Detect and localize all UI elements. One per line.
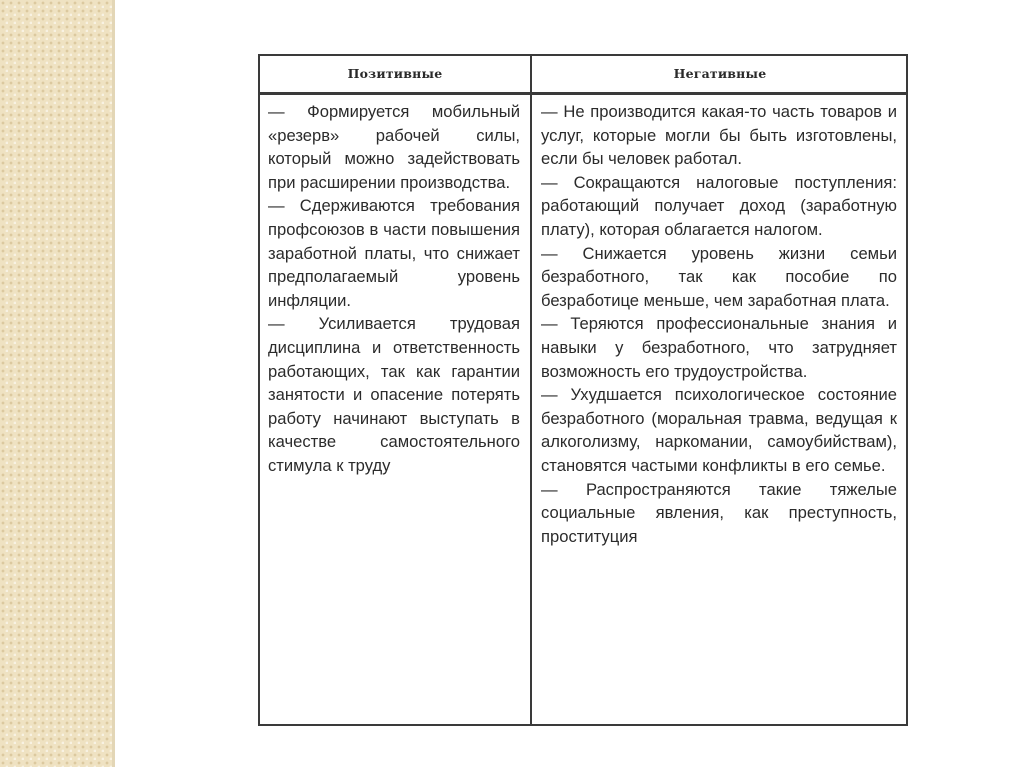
column-divider	[530, 56, 532, 724]
positive-item: — Сдерживаются требования профсоюзов в части повышения заработной платы, что снижает предполагаемый уровень инфляции.	[268, 196, 520, 310]
header-double-rule	[260, 94, 906, 95]
header-positive: Позитивные	[347, 66, 443, 81]
decorative-side-strip	[0, 0, 112, 767]
positive-item: — Формируется мобильный «резерв» рабочей силы, который можно задействовать при расширении производства.	[268, 102, 520, 192]
positive-item: — Усиливается трудовая дисциплина и ответственность работающих, так как гарантии занятости и опасение потерять работу начинают выступать в качестве самостоятельного стимула к труду	[268, 314, 520, 475]
negative-item: — Распространяются такие тяжелые социальные явления, как преступность, проституция	[541, 479, 897, 546]
negative-item: — Сокращаются налоговые поступления: работающий получает доход (заработную плату), которая облагается налогом.	[541, 172, 897, 239]
negative-item: — Теряются профессиональные знания и навыки у безработного, что затрудняет возможность его трудоустройства.	[541, 314, 897, 381]
negative-item: — Не производится какая-то часть товаров и услуг, которые могли бы быть изготовлены, если бы человек работал.	[541, 102, 897, 169]
negative-item: — Снижается уровень жизни семьи безработного, так как пособие по безработице меньше, чем заработная плата.	[541, 243, 897, 310]
table-header-row	[260, 56, 906, 94]
header-negative: Негативные	[673, 66, 767, 81]
positive-column	[268, 100, 520, 478]
side-strip-edge	[112, 0, 115, 767]
unemployment-effects-table	[258, 54, 908, 726]
negative-item: — Ухудшается психологическое состояние безработного (моральная травма, ведущая к алкоголизму, наркомании, самоубийствам), становятся частыми конфликты в его семье.	[541, 385, 897, 475]
negative-column	[541, 100, 897, 548]
